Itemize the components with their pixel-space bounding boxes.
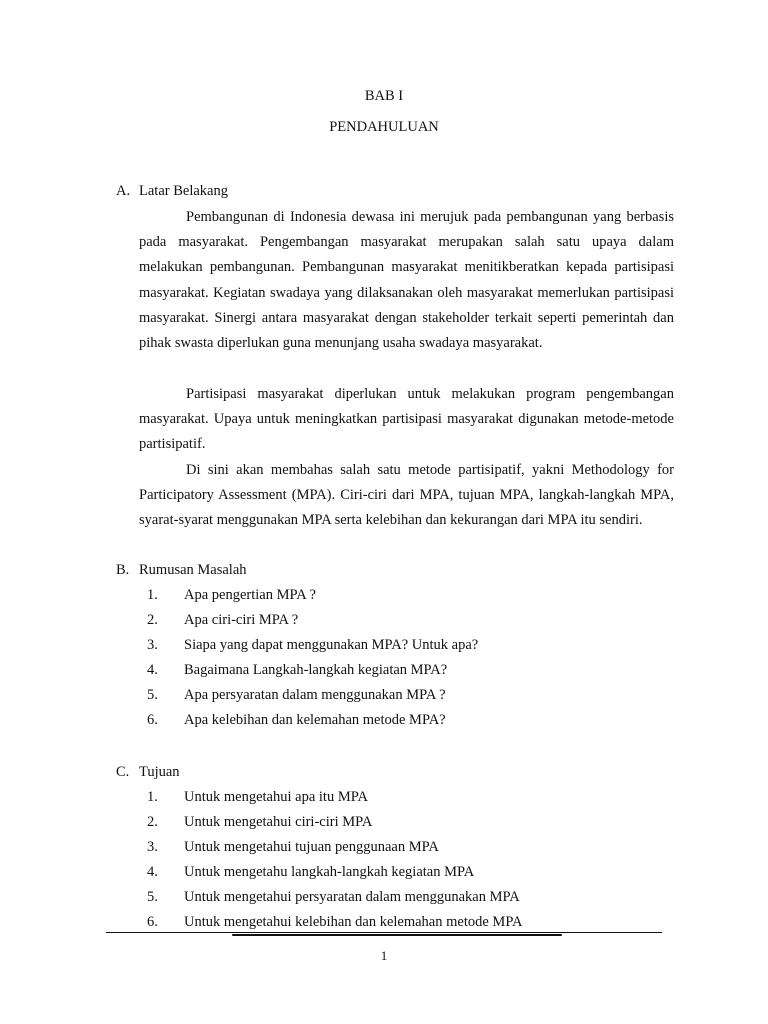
section-a-letter: A. bbox=[116, 183, 131, 199]
chapter-title: PENDAHULUAN bbox=[329, 119, 439, 135]
list-item: Untuk mengetahui kelebihan dan kelemahan metode MPA bbox=[184, 914, 523, 930]
paragraph-2: Partisipasi masyarakat diperlukan untuk melakukan program pengembangan masyarakat. Upaya untuk meningkatkan partisipasi masyarakat digunakan metode-metode partisipatif. bbox=[139, 386, 674, 453]
section-c-title: Tujuan bbox=[139, 764, 180, 780]
list-item: Untuk mengetahui tujuan penggunaan MPA bbox=[184, 839, 439, 855]
list-item-number: 2. bbox=[147, 814, 158, 830]
section-b-letter: B. bbox=[116, 562, 130, 578]
list-item-number: 3. bbox=[147, 637, 158, 653]
section-c-letter: C. bbox=[116, 764, 130, 780]
footer-divider bbox=[106, 932, 662, 933]
list-item: Untuk mengetahui persyaratan dalam menggunakan MPA bbox=[184, 889, 520, 905]
list-item: Apa kelebihan dan kelemahan metode MPA? bbox=[184, 712, 446, 728]
list-item: Apa persyaratan dalam menggunakan MPA ? bbox=[184, 687, 446, 703]
list-item: Untuk mengetahu langkah-langkah kegiatan MPA bbox=[184, 864, 475, 880]
section-a-title: Latar Belakang bbox=[139, 183, 228, 199]
list-item-number: 1. bbox=[147, 789, 158, 805]
list-item-number: 1. bbox=[147, 587, 158, 603]
list-item: Untuk mengetahui apa itu MPA bbox=[184, 789, 368, 805]
paragraph-1: Pembangunan di Indonesia dewasa ini merujuk pada pembangunan yang berbasis pada masyarakat. Pengembangan masyarakat merupakan salah satu upaya dalam melakukan pembangunan. Pembangunan masyarakat menitikberatkan kepada partisipasi masyarakat. Kegiatan swadaya yang dilaksanakan oleh masyarakat memerlukan partisipasi masyarakat. Sinergi antara masyarakat dengan stakeholder terkait seperti pemerintah dan pihak swasta diperlukan guna menunjang usaha swadaya masyarakat. bbox=[139, 209, 674, 352]
list-item-number: 2. bbox=[147, 612, 158, 628]
list-item-number: 4. bbox=[147, 864, 158, 880]
list-item-number: 6. bbox=[147, 914, 158, 930]
section-b-title: Rumusan Masalah bbox=[139, 562, 247, 578]
list-item-number: 5. bbox=[147, 687, 158, 703]
list-item: Untuk mengetahui ciri-ciri MPA bbox=[184, 814, 373, 830]
list-item-number: 6. bbox=[147, 712, 158, 728]
paragraph-3: Di sini akan membahas salah satu metode partisipatif, yakni Methodology for Participatory Assessment (MPA). Ciri-ciri dari MPA, tujuan MPA, langkah-langkah MPA, syarat-syarat menggunakan MPA serta kelebihan dan kekurangan dari MPA itu sendiri. bbox=[139, 462, 674, 529]
list-item-number: 4. bbox=[147, 662, 158, 678]
list-item-number: 3. bbox=[147, 839, 158, 855]
list-item: Bagaimana Langkah-langkah kegiatan MPA? bbox=[184, 662, 448, 678]
page-number: 1 bbox=[380, 948, 388, 963]
list-item: Apa ciri-ciri MPA ? bbox=[184, 612, 299, 628]
list-item-number: 5. bbox=[147, 889, 158, 905]
list-item: Siapa yang dapat menggunakan MPA? Untuk apa? bbox=[184, 637, 479, 653]
list-item: Apa pengertian MPA ? bbox=[184, 587, 316, 603]
chapter-heading: BAB I bbox=[364, 88, 404, 104]
footer-divider-accent bbox=[232, 934, 562, 936]
